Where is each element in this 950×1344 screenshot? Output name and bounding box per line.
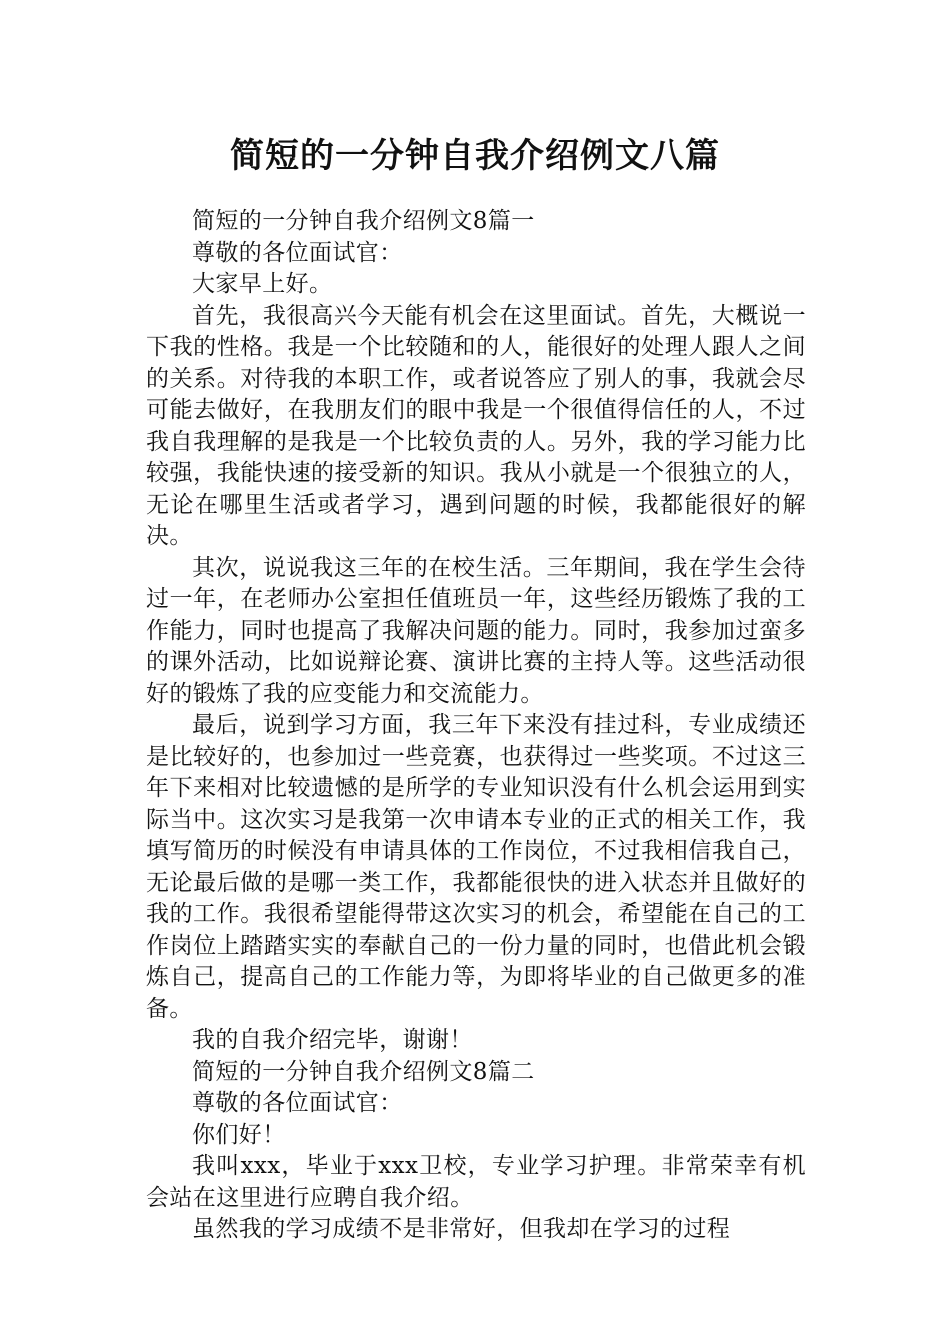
salutation: 尊敬的各位面试官： (192, 239, 403, 266)
document-body (146, 206, 806, 1246)
paragraph-introduction: 我叫xxx，毕业于xxx卫校，专业学习护理。非常荣幸有机会站在这里进行应聘自我介绍。 (146, 1153, 806, 1211)
closing-line: 我的自我介绍完毕，谢谢！ (192, 1027, 473, 1053)
salutation-two: 尊敬的各位面试官： (192, 1090, 403, 1116)
paragraph-studies: 最后，说到学习方面，我三年下来没有挂过科，专业成绩还是比较好的，也参加过一些竞赛，也获得过一些奖项。不过这三年下来相对比较遗憾的是所学的专业知识没有什么机会运用到实际当中。这次实习是我第一次申请本专业的正式的相关工作，我填写简历的时候没有申请具体的工作岗位，不过我相信我自己，无论最后做的是哪一类工作，我都能很快的进入状态并且做好的我的工作。我很希望能得带这次实习的机会，希望能在自己的工作岗位上踏踏实实的奉献自己的一份力量的同时，也借此机会锻炼自己，提高自己的工作能力等，为即将毕业的自己做更多的准备。 (146, 712, 806, 1022)
document-title: 简短的一分钟自我介绍例文八篇 (230, 136, 720, 176)
paragraph-campus-life: 其次，说说我这三年的在校生活。三年期间，我在学生会待过一年，在老师办公室担任值班员一年，这些经历锻炼了我的工作能力，同时也提高了我解决问题的能力。同时，我参加过蛮多的课外活动，比如说辩论赛、演讲比赛的主持人等。这些活动很好的锻炼了我的应变能力和交流能力。 (146, 554, 806, 707)
section-heading-one: 简短的一分钟自我介绍例文8篇一 (192, 208, 535, 234)
paragraph-truncated: 虽然我的学习成绩不是非常好，但我却在学习的过程 (192, 1216, 731, 1242)
greeting-two: 你们好！ (192, 1121, 286, 1148)
paragraph-personality: 首先，我很高兴今天能有机会在这里面试。首先，大概说一下我的性格。我是一个比较随和的人，能很好的处理人跟人之间的关系。对待我的本职工作，或者说答应了别人的事，我就会尽可能去做好，在我朋友们的眼中我是一个很值得信任的人，不过我自我理解的是我是一个比较负责的人。另外，我的学习能力比较强，我能快速的接受新的知识。我从小就是一个很独立的人，无论在哪里生活或者学习，遇到问题的时候，我都能很好的解决。 (146, 302, 806, 549)
greeting: 大家早上好。 (192, 271, 333, 297)
section-heading-two: 简短的一分钟自我介绍例文8篇二 (192, 1058, 535, 1085)
